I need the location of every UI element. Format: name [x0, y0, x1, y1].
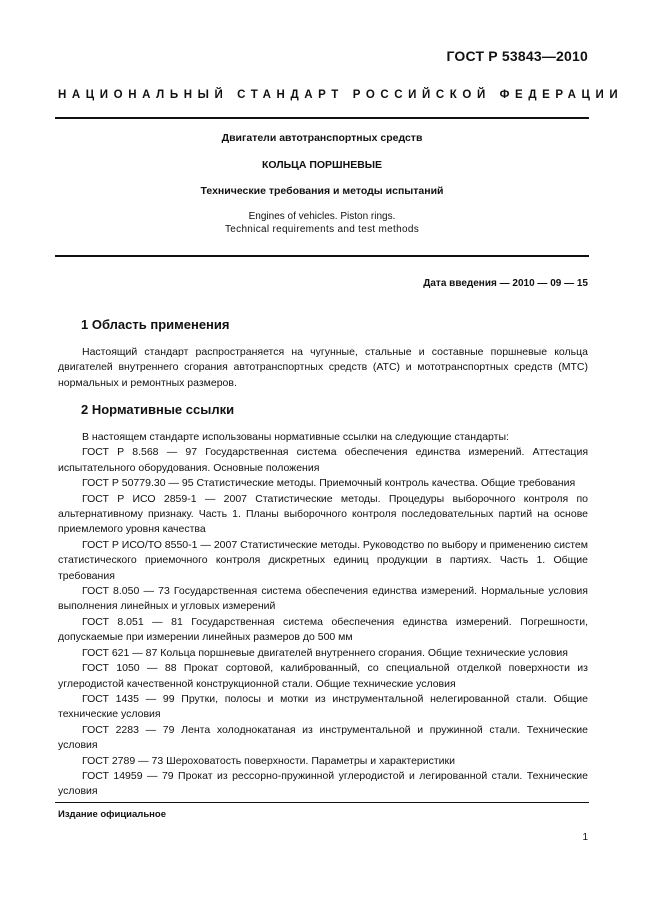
- reference-item: ГОСТ Р ИСО/ТО 8550-1 — 2007 Статистические методы. Руководство по выбору и применению систем статистического приемочного контроля дискретных единиц продукции в партиях. Часть 1. Общие требования: [58, 538, 588, 582]
- footer-divider: [55, 802, 589, 803]
- document-id: ГОСТ Р 53843—2010: [446, 48, 588, 64]
- section-title-scope: 1 Область применения: [81, 317, 230, 332]
- page-number: 1: [582, 832, 588, 843]
- reference-item: ГОСТ 8.050 — 73 Государственная система обеспечения единства измерений. Нормальные условия выполнения линейных и угловых измерений: [58, 585, 588, 613]
- reference-item: ГОСТ 1435 — 99 Прутки, полосы и мотки из инструментальной нелегированной стали. Общие технические условия: [58, 692, 588, 721]
- top-divider: [55, 117, 589, 119]
- official-edition-label: Издание официальное: [58, 809, 166, 820]
- reference-item: ГОСТ Р 50779.30 — 95 Статистические методы. Приемочный контроль качества. Общие требования: [82, 477, 576, 490]
- paragraph: Настоящий стандарт распространяется на чугунные, стальные и составные поршневые кольца двигателей внутреннего сгорания автотранспортных средств (АТС) и мототранспортных средств (МТС) нормальных и ремонтных размеров.: [58, 346, 588, 389]
- reference-item: ГОСТ 621 — 87 Кольца поршневые двигателей внутреннего сгорания. Общие технические условия: [82, 646, 568, 659]
- title-en-line2: Technical requirements and test methods: [224, 224, 420, 235]
- title-en-line1: Engines of vehicles. Piston rings.: [248, 211, 396, 222]
- introduction-date: Дата введения — 2010 — 09 — 15: [423, 278, 588, 289]
- title-divider: [55, 255, 589, 257]
- paragraph: В настоящем стандарте использованы нормативные ссылки на следующие стандарты:: [82, 431, 509, 443]
- reference-item: ГОСТ Р ИСО 2859-1 — 2007 Статистические методы. Процедуры выборочного контроля по альтернативному признаку. Часть 1. Планы выборочного контроля последовательных партий на основе приемлемого уровня качества: [58, 492, 588, 536]
- reference-item: ГОСТ 2789 — 73 Шероховатость поверхности. Параметры и характеристики: [82, 754, 456, 767]
- title-ru-line1: Двигатели автотранспортных средств: [221, 132, 423, 144]
- section-body-references: [58, 430, 588, 800]
- national-standard-heading: НАЦИОНАЛЬНЫЙ СТАНДАРТ РОССИЙСКОЙ ФЕДЕРАЦИИ: [58, 89, 624, 101]
- reference-item: ГОСТ 8.051 — 81 Государственная система обеспечения единства измерений. Погрешности, допускаемые при измерении линейных размеров до 500 мм: [58, 615, 588, 644]
- reference-item: ГОСТ 2283 — 79 Лента холоднокатаная из инструментальной и пружинной стали. Технические условия: [58, 723, 588, 752]
- reference-item: ГОСТ 1050 — 88 Прокат сортовой, калиброванный, со специальной отделкой поверхности из углеродистой качественной конструкционной стали. Общие технические условия: [58, 662, 588, 690]
- reference-item: ГОСТ 14959 — 79 Прокат из рессорно-пружинной углеродистой и легированной стали. Технические условия: [58, 769, 588, 798]
- title-ru-line2: КОЛЬЦА ПОРШНЕВЫЕ: [261, 159, 383, 171]
- reference-item: ГОСТ Р 8.568 — 97 Государственная система обеспечения единства измерений. Аттестация испытательного оборудования. Основные положения: [58, 446, 588, 474]
- section-body-scope: [58, 345, 588, 391]
- title-ru-line3: Технические требования и методы испытаний: [200, 185, 444, 197]
- section-title-references: 2 Нормативные ссылки: [81, 402, 235, 417]
